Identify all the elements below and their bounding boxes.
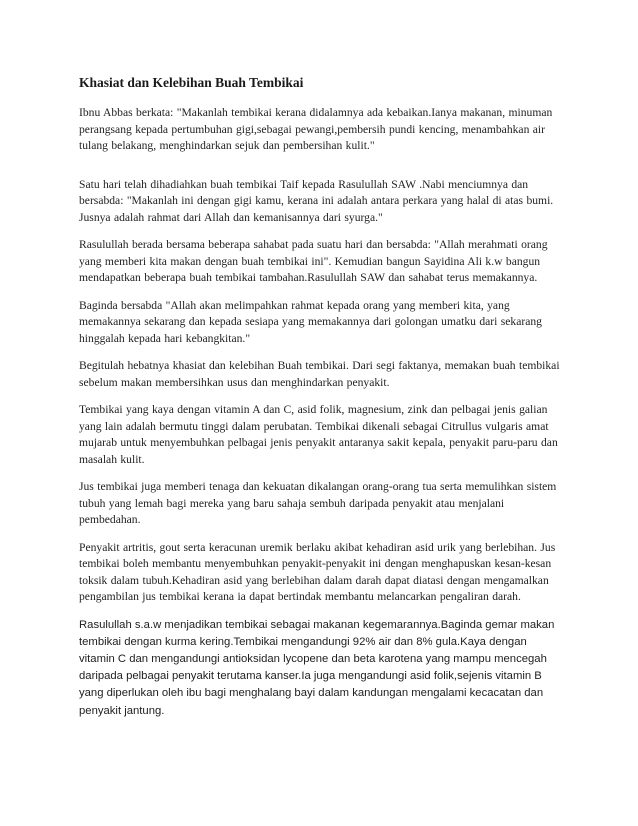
paragraph-hebatnya-khasiat: Begitulah hebatnya khasiat dan kelebihan Buah tembikai. Dari segi faktanya, memakan buah tembikai sebelum makan membersihkan usus dan menghindarkan penyakit. [79,359,560,389]
paragraph-jus-tembikai: Jus tembikai juga memberi tenaga dan kekuatan dikalangan orang-orang tua serta memulihkan sistem tubuh yang lemah bagi mereka yang baru sahaja sembuh daripada penyakit atau menjalani pembedahan. [79,480,557,526]
paragraph-ibnu-abbas: Ibnu Abbas berkata: "Makanlah tembikai kerana didalamnya ada kebaikan.Ianya makanan, minuman perangsang kepada pertumbuhan gigi,sebagai pewangi,pembersih pundi kencing, menambahkan air tulang belakang, menghindarkan sejuk dan pembersihan kulit." [79,106,553,152]
document-title: Khasiat dan Kelebihan Buah Tembikai [79,75,304,90]
paragraph-baginda-bersabda: Baginda bersabda "Allah akan melimpahkan rahmat kepada orang yang memberi kita, yang memakannya sekarang dan kepada sesiapa yang memakannya dari golongan umatku dari sekarang hinggalah kepada hari kebangkitan." [79,298,542,345]
paragraph-kegemaran-rasulullah: Rasulullah s.a.w menjadikan tembikai sebagai makanan kegemarannya.Baginda gemar makan tembikai dengan kurma kering.Tembikai mengandungi 92% air dan 8% gula.Kaya dengan vitamin C dan mengandungi antioksidan lycopene dan beta karotena yang mampu mencegah daripada pelbagai penyakit terutama kanser.Ia juga mengandungi asid folik,sejenis vitamin B yang diperlukan oleh ibu bagi menghalang bayi dalam kandungan mengalami kecacatan dan penyakit jantung. [79,618,555,717]
paragraph-artritis-gout: Penyakit artritis, gout serta keracunan uremik berlaku akibat kehadiran asid urik yang berlebihan. Jus tembikai boleh membantu menyembuhkan penyakit-penyakit ini dengan menghapuskan kesan-kesan toksik dalam tubuh.Kehadiran asid yang berlebihan dalam darah dapat diatasi dengan mengamalkan pengambilan jus tembikai kerana ia dapat bertindak membantu melancarkan pengaliran darah. [79,540,556,603]
document-body [79,74,565,731]
paragraph-rasulullah-sahabat: Rasulullah berada bersama beberapa sahabat pada suatu hari dan bersabda: "Allah merahmati orang yang memberi kita makan dengan buah tembikai ini". Kemudian bangun Sayidina Ali k.w bangun mendapatkan beberapa buah tembikai tambahan.Rasulullah SAW dan sahabat terus memakannya. [79,238,548,284]
paragraph-vitamin: Tembikai yang kaya dengan vitamin A dan C, asid folik, magnesium, zink dan pelbagai jenis galian yang lain adalah bermutu tinggi dalam perubatan. Tembikai dikenali sebagai Citrullus vulgaris amat mujarab untuk menyembuhkan pelbagai jenis penyakit antaranya sakit kepala, penyakit paru-paru dan masalah kulit. [79,403,558,466]
paragraph-tembikai-taif: Satu hari telah dihadiahkan buah tembikai Taif kepada Rasulullah SAW .Nabi menciumnya dan bersabda: "Makanlah ini dengan gigi kamu, kerana ini adalah antara perkara yang halal di atas bumi. Jusnya adalah rahmat dari Allah dan kemanisannya dari syurga." [79,177,554,224]
